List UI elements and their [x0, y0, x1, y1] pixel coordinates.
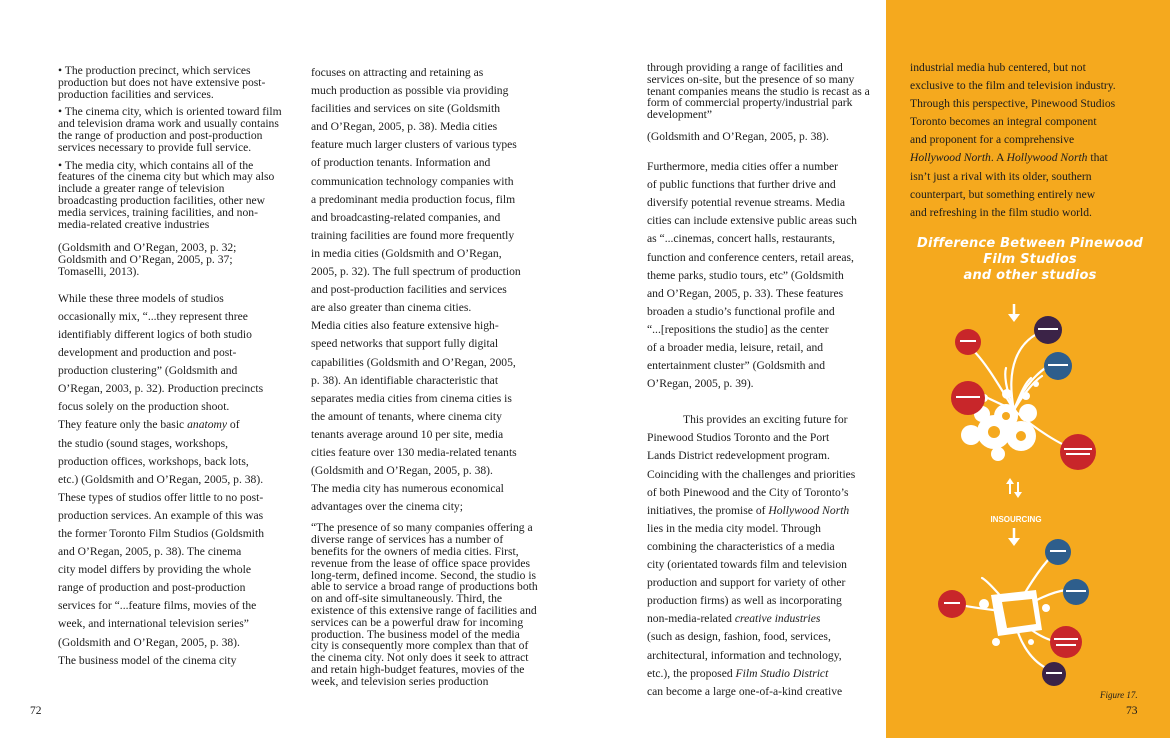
node-small	[1002, 389, 1012, 399]
text-line: (Goldsmith and O’Regan, 2005, p. 38).	[311, 464, 493, 478]
text-line: The business model of the cinema city	[58, 653, 237, 667]
text-line: combining the characteristics of a media	[647, 539, 835, 553]
node-small	[1022, 392, 1030, 400]
text-line: as “...cinemas, concert halls, restaurants,	[647, 232, 836, 246]
text-line: identifiably different logics of both studio	[58, 327, 252, 341]
text-line: the amount of tenants, where cinema city	[311, 409, 502, 423]
citation-line: (Goldsmith and O’Regan, 2003, p. 32;	[58, 241, 237, 255]
text-line: Toronto becomes an integral component	[910, 115, 1097, 129]
node-white	[1019, 404, 1037, 422]
text-line: lies in the media city model. Through	[647, 521, 821, 535]
text-line: cities can include extensive public areas such	[647, 214, 857, 228]
text-line: “...[repositions the studio] as the center	[647, 322, 829, 336]
emphasis: Film Studio District	[735, 666, 829, 680]
text-line: of production tenants. Information and	[311, 156, 491, 170]
bullet-media-city: • The media city, which contains all of the features of the cinema city but which may also include a greater range of television broadcasting production facilities, other new media services, training facilities, and non-media-related creative industries	[58, 158, 275, 231]
citation-line: Goldsmith and O’Regan, 2005, p. 37;	[58, 253, 233, 267]
text-line: facilities and services on site (Goldsmith	[311, 102, 500, 116]
text-line: city (orientated towards film and television	[647, 558, 847, 572]
text-line: can become a large one-of-a-kind creative	[647, 684, 843, 698]
text-line: production offices, workshops, back lots,	[58, 454, 249, 468]
text-line: 2005, p. 32). The full spectrum of production	[311, 265, 521, 279]
text-line: in media cities (Goldsmith and O’Regan,	[311, 246, 502, 260]
text-line: counterpart, but something entirely new	[910, 187, 1096, 201]
text-line: communication technology companies with	[311, 174, 514, 188]
text-line: The media city has numerous economical	[311, 482, 504, 496]
text-line: architectural, information and technology,	[647, 648, 842, 662]
down-arrow-icon	[1008, 304, 1020, 322]
text-line: diversify potential revenue streams. Media	[647, 196, 845, 210]
figure-caption: Figure 17.	[1100, 690, 1138, 700]
studio-diagram	[886, 290, 1170, 690]
down-arrow-icon	[1008, 528, 1020, 546]
text-line: Furthermore, media cities offer a number	[647, 160, 839, 174]
swap-arrow-icon	[1006, 478, 1022, 498]
page-number-right: 73	[1126, 705, 1138, 717]
text-line: speed networks that support fully digital	[311, 337, 499, 351]
page-number-left: 72	[30, 705, 42, 717]
citation-line: (Goldsmith and O’Regan, 2005, p. 38).	[647, 129, 829, 143]
text-line: production clustering” (Goldsmith and	[58, 364, 238, 378]
text-line: the former Toronto Film Studios (Goldsmith	[58, 526, 265, 540]
insourcing-label: INSOURCING	[990, 515, 1042, 524]
text-line: Lands District redevelopment program.	[647, 449, 830, 463]
right-column-1	[647, 62, 875, 701]
text-line: function and conference centers, retail areas,	[647, 250, 854, 264]
emphasis: anatomy	[187, 418, 228, 432]
text-line: are also greater than cinema cities.	[311, 301, 472, 315]
text-line: and O’Regan, 2005, p. 38). The cinema	[58, 545, 242, 559]
text-line: broaden a studio’s functional profile and	[647, 304, 835, 318]
block-quote: “The presence of so many companies offering a diverse range of services has a number of benefits for the owners of media cities. First, revenue from the lease of office space provides long-term, defined income. Second, the studio is able to service a broad range of productions both on and off-site simultaneously. Third, the existence of this extensive range of facilities and services can be a powerful draw for incoming production. The business model of the media city is consequently more complex than that of the cinema city. Not only does it seek to attract and retain high-budget features, movies of the week, and television series production	[311, 521, 538, 688]
text-line: feature much larger clusters of various types	[311, 138, 517, 152]
left-column-2	[311, 64, 539, 688]
text-line: production firms) as well as incorporating	[647, 594, 842, 608]
text-line: the studio (sound stages, workshops,	[58, 436, 229, 450]
text-line: occasionally mix, “...they represent three	[58, 309, 248, 323]
text-line: cities feature over 130 media-related tenants	[311, 445, 517, 459]
text-line: They feature only the basic anatomy of	[58, 418, 240, 432]
text-line: advantages over the cinema city;	[311, 500, 463, 514]
node-red	[1060, 434, 1096, 470]
text-line: range of production and post-production	[58, 581, 246, 595]
text-line: Media cities also feature extensive high-	[311, 319, 499, 333]
text-line: capabilities (Goldsmith and O’Regan, 2005,	[311, 355, 516, 369]
sidebar-text	[910, 59, 1165, 222]
text-line: city model differs by providing the whole	[58, 563, 251, 577]
node-red	[1050, 626, 1082, 658]
text-line: tenants average around 10 per site, media	[311, 427, 504, 441]
node-white	[991, 447, 1005, 461]
text-line: industrial media hub centered, but not	[910, 61, 1086, 74]
text-line: (such as design, fashion, food, services,	[647, 630, 831, 644]
bullet-production-precinct: • The production precinct, which services production but does not have extensive post-production facilities and services.	[58, 64, 266, 101]
emphasis: creative industries	[734, 612, 821, 626]
text-line: This provides an exciting future for	[683, 413, 848, 427]
text-line: and post-production facilities and services	[311, 283, 507, 297]
text-line: and O’Regan, 2005, p. 33). These features	[647, 286, 844, 300]
text-line: While these three models of studios	[58, 291, 224, 305]
text-line: (Goldsmith and O’Regan, 2005, p. 38).	[58, 635, 240, 649]
text-line: focus solely on the production shoot.	[58, 400, 230, 414]
text-line: entertainment cluster” (Goldsmith and	[647, 359, 826, 373]
node-white	[961, 425, 981, 445]
text-line: Coinciding with the challenges and priorities	[647, 467, 856, 481]
text-line: production and support for variety of other	[647, 576, 846, 590]
block-quote-continued: through providing a range of facilities and services on-site, but the presence of so many tenant companies means the studio is recast as a form of commercial property/industrial park development”	[647, 61, 870, 122]
text-line: etc.) (Goldsmith and O’Regan, 2005, p. 38).	[58, 472, 264, 486]
node-small	[1033, 381, 1039, 387]
text-line: and refreshing in the film studio world.	[910, 205, 1092, 219]
bullet-cinema-city: • The cinema city, which is oriented toward film and television drama work and usually contains the range of production and post-production services necessary to provide full service.	[58, 105, 282, 154]
text-line: production services. An example of this was	[58, 508, 264, 522]
text-line: non-media-related creative industries	[647, 612, 821, 626]
text-line: services for “...feature films, movies of the	[58, 599, 257, 613]
text-line: Hollywood North. A Hollywood North that	[910, 151, 1108, 165]
text-line: and O’Regan, 2005, p. 38). Media cities	[311, 120, 498, 134]
emphasis: Hollywood North	[768, 503, 850, 517]
text-line: week, and international television series”	[58, 617, 249, 631]
citation-line: Tomaselli, 2013).	[58, 264, 140, 278]
text-line: O’Regan, 2005, p. 39).	[647, 377, 754, 391]
text-line: separates media cities from cinema cities is	[311, 391, 512, 405]
text-line: development and production and post-	[58, 346, 237, 360]
text-line: theme parks, studio tours, etc” (Goldsmith	[647, 268, 844, 282]
text-line: Pinewood Studios Toronto and the Port	[647, 431, 830, 445]
text-line: training facilities are found more frequently	[311, 228, 515, 242]
text-line: p. 38). An identifiable characteristic that	[311, 373, 499, 387]
text-line: O’Regan, 2003, p. 32). Production precincts	[58, 382, 264, 396]
text-line: exclusive to the film and television industry.	[910, 79, 1116, 93]
left-column-1	[58, 65, 286, 670]
text-line: much production as possible via providing	[311, 84, 509, 98]
text-line: and broadcasting-related companies, and	[311, 210, 501, 224]
text-line: isn’t just a rival with its older, southern	[910, 169, 1092, 183]
text-line: initiatives, the promise of Hollywood North	[647, 503, 850, 517]
figure-title: Difference Between Pinewood Film Studios and other studios	[917, 236, 1143, 283]
text-line: Through this perspective, Pinewood Studios	[910, 97, 1116, 111]
text-line: and proponent for a comprehensive	[910, 133, 1075, 147]
text-line: of public functions that further drive and	[647, 178, 836, 192]
text-line: These types of studios offer little to no post-	[58, 490, 264, 504]
text-line: a predominant media production focus, film	[311, 192, 516, 206]
text-line: of both Pinewood and the City of Toronto’s	[647, 485, 849, 499]
text-line: focuses on attracting and retaining as	[311, 66, 484, 79]
text-line: etc.), the proposed Film Studio District	[647, 666, 829, 680]
text-line: of a broader media, leisure, retail, and	[647, 341, 824, 355]
